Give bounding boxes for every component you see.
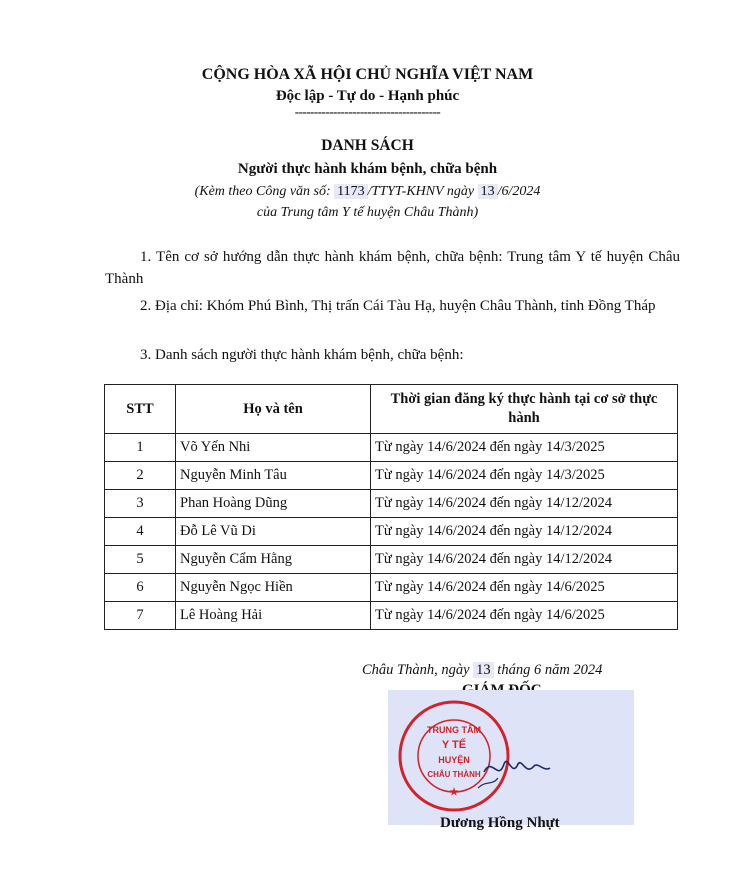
attachment-suffix: /6/2024	[497, 184, 541, 199]
cell-name: Phan Hoàng Dũng	[176, 490, 371, 518]
document-title: DANH SÁCH	[321, 137, 414, 154]
cell-name: Nguyễn Cẩm Hằng	[176, 546, 371, 574]
attachment-line-2: của Trung tâm Y tế huyện Châu Thành)	[256, 205, 479, 220]
item-address: 2. Địa chỉ: Khóm Phú Bình, Thị trấn Cái Tàu Hạ, huyện Châu Thành, tỉnh Đồng Tháp	[140, 298, 656, 314]
stamp-line-1: TRUNG TÂM	[427, 725, 481, 735]
attachment-day: 13	[478, 184, 498, 199]
table-row	[105, 434, 678, 462]
table-row	[105, 546, 678, 574]
attachment-line	[0, 184, 735, 200]
official-seal	[388, 690, 634, 825]
attachment-middle: /TTYT-KHNV ngày	[367, 184, 475, 199]
cell-stt: 7	[105, 602, 176, 630]
table-row	[105, 574, 678, 602]
cell-stt: 3	[105, 490, 176, 518]
stamp-star-icon: ★	[449, 787, 459, 798]
cell-stt: 5	[105, 546, 176, 574]
cell-period: Từ ngày 14/6/2024 đến ngày 14/6/2025	[371, 602, 678, 630]
handwritten-signature	[484, 761, 550, 772]
cell-name: Nguyễn Minh Tâu	[176, 462, 371, 490]
cell-period: Từ ngày 14/6/2024 đến ngày 14/3/2025	[371, 434, 678, 462]
place-date-day: 13	[473, 662, 494, 678]
header-name: Họ và tên	[176, 385, 371, 434]
cell-period: Từ ngày 14/6/2024 đến ngày 14/12/2024	[371, 490, 678, 518]
header-stt: STT	[105, 385, 176, 434]
stamp-and-signature	[388, 690, 634, 825]
table-row	[105, 462, 678, 490]
cell-name: Võ Yến Nhi	[176, 434, 371, 462]
attachment-number: 1173	[334, 184, 367, 199]
cell-period: Từ ngày 14/6/2024 đến ngày 14/3/2025	[371, 462, 678, 490]
cell-stt: 1	[105, 434, 176, 462]
document-subtitle: Người thực hành khám bệnh, chữa bệnh	[237, 161, 498, 177]
practitioner-table	[104, 384, 678, 630]
table-row	[105, 518, 678, 546]
item-facility-name: 1. Tên cơ sở hướng dẫn thực hành khám bệnh, chữa bệnh: Trung tâm Y tế huyện Châu Thành	[105, 249, 680, 287]
cell-period: Từ ngày 14/6/2024 đến ngày 14/12/2024	[371, 546, 678, 574]
place-date-prefix: Châu Thành, ngày	[362, 662, 470, 678]
item-list-heading: 3. Danh sách người thực hành khám bệnh, chữa bệnh:	[140, 347, 464, 363]
country-title: CỘNG HÒA XÃ HỘI CHỦ NGHĨA VIỆT NAM	[201, 66, 534, 83]
place-date-suffix: tháng 6 năm 2024	[497, 662, 603, 678]
cell-stt: 2	[105, 462, 176, 490]
cell-name: Lê Hoàng Hải	[176, 602, 371, 630]
stamp-line-2: Y TẾ	[441, 739, 467, 751]
signer-name: Dương Hồng Nhựt	[440, 815, 560, 831]
cell-stt: 6	[105, 574, 176, 602]
header-separator: --------------------------------------	[294, 104, 441, 119]
stamp-line-4: CHÂU THÀNH	[427, 770, 481, 779]
cell-name: Đỗ Lê Vũ Di	[176, 518, 371, 546]
attachment-prefix: (Kèm theo Công văn số:	[194, 184, 331, 199]
cell-name: Nguyễn Ngọc Hiền	[176, 574, 371, 602]
stamp-line-3: HUYỆN	[438, 755, 470, 765]
table-row	[105, 602, 678, 630]
motto: Độc lập - Tự do - Hạnh phúc	[275, 88, 460, 104]
cell-stt: 4	[105, 518, 176, 546]
cell-period: Từ ngày 14/6/2024 đến ngày 14/6/2025	[371, 574, 678, 602]
cell-period: Từ ngày 14/6/2024 đến ngày 14/12/2024	[371, 518, 678, 546]
table-row	[105, 490, 678, 518]
header-period: Thời gian đăng ký thực hành tại cơ sở thực hành	[371, 385, 678, 434]
table-header-row	[105, 385, 678, 434]
place-date	[362, 662, 602, 679]
